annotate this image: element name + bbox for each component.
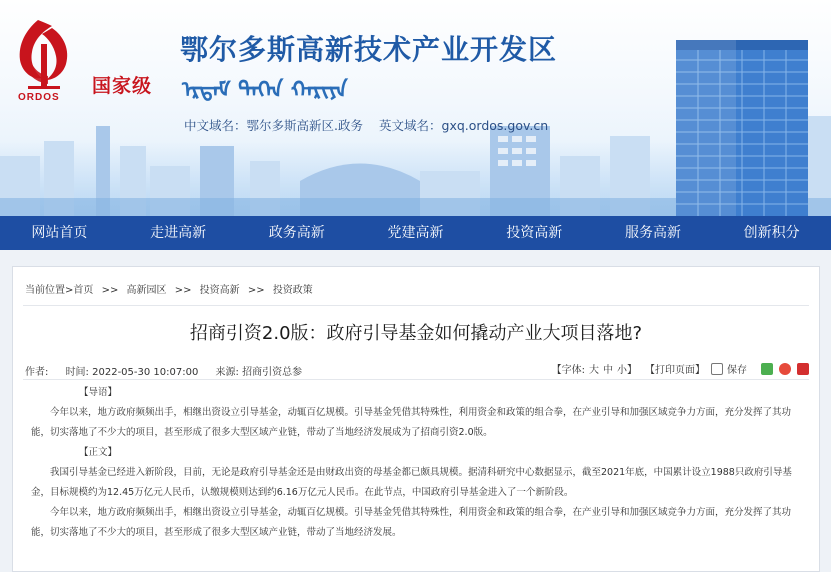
nav-item-innovation-points[interactable]: 创新积分 — [743, 225, 800, 241]
breadcrumb-separator: >> — [174, 285, 192, 296]
cn-domain-label: 中文域名： — [184, 118, 247, 133]
guide-paragraph: 今年以来，地方政府频频出手，相继出资设立引导基金，动辄百亿规模。引导基金凭借其特殊性，利用资金和政策的组合拳，在产业引导和加强区域竞争力方面，充分发挥了其功能，切实落地了不少大的项目，甚至形成了很多大型区域产业链，带动了当地经济发展成为了招商引资2.0版。 — [31, 407, 792, 438]
divider — [23, 379, 809, 380]
author-label: 作者: — [25, 367, 49, 378]
site-banner — [0, 0, 831, 216]
save-icon[interactable] — [711, 363, 723, 375]
save-button[interactable]: 保存 — [727, 365, 747, 376]
print-page-button[interactable]: 【打印页面】 — [645, 365, 705, 376]
time-label: 时间: — [65, 367, 89, 378]
cn-domain-value: 鄂尔多斯高新区.政务 — [246, 118, 363, 133]
source-label: 来源: — [215, 367, 239, 378]
guide-heading: 【导语】 — [79, 387, 118, 398]
breadcrumb — [25, 281, 313, 296]
font-size-label: 【字体: — [551, 365, 585, 376]
font-size-medium[interactable]: 中 — [603, 365, 613, 376]
site-title: 鄂尔多斯高新技术产业开发区 — [180, 33, 558, 66]
body-paragraph: 今年以来，地方政府频频出手，相继出资设立引导基金，动辄百亿规模。引导基金凭借其特殊性，利用资金和政策的组合拳，在产业引导和加强区域竞争力方面，充分发挥了其功能，切实落地了不少大的项目，甚至形成了很多大型区域产业链，带动了当地经济发展。 — [31, 507, 792, 538]
breadcrumb-item-policy[interactable]: 投资政策 — [272, 285, 313, 296]
nav-item-home[interactable]: 网站首页 — [31, 225, 88, 241]
breadcrumb-item-investment[interactable]: 投资高新 — [199, 285, 240, 296]
source-value: 招商引资总参 — [242, 367, 303, 378]
en-domain-label: 英文域名： — [379, 118, 442, 133]
breadcrumb-item-home[interactable]: 当前位置>首页 — [25, 285, 94, 296]
pdf-icon[interactable] — [797, 363, 809, 375]
weibo-icon[interactable] — [779, 363, 791, 375]
domain-info — [184, 116, 548, 134]
article-title: 招商引资2.0版：政府引导基金如何撬动产业大项目落地? — [189, 323, 643, 344]
article-body — [31, 383, 797, 543]
nav-item-about[interactable]: 走进高新 — [150, 225, 207, 241]
nav-item-investment[interactable]: 投资高新 — [506, 225, 563, 241]
font-size-large[interactable]: 大 — [589, 365, 599, 376]
en-domain-value: gxq.ordos.gov.cn — [441, 118, 549, 133]
ordos-logo — [8, 14, 80, 104]
font-size-close: 】 — [627, 365, 637, 376]
main-nav — [0, 216, 831, 250]
tower-illustration — [676, 40, 808, 216]
body-paragraph: 我国引导基金已经进入新阶段，目前，无论是政府引导基金还是由财政出资的母基金都已颇具规模。据清科研究中心数据显示，截至2021年底，中国累计设立1988只政府引导基金，目标规模约为12.45万亿元人民币，认缴规模则达到约6.16万亿元人民币。在此节点，中国政府引导基金进入了一个新阶段。 — [31, 467, 792, 498]
article-meta — [25, 363, 302, 378]
font-size-small[interactable]: 小 — [617, 365, 627, 376]
body-heading: 【正文】 — [79, 447, 118, 458]
nav-item-government[interactable]: 政务高新 — [268, 225, 325, 241]
breadcrumb-separator: >> — [101, 285, 119, 296]
breadcrumb-item-park[interactable]: 高新园区 — [126, 285, 167, 296]
nav-item-party[interactable]: 党建高新 — [387, 225, 444, 241]
logo-text: ORDOS — [18, 92, 60, 103]
time-value: 2022-05-30 10:07:00 — [92, 367, 199, 378]
nav-item-service[interactable]: 服务高新 — [624, 225, 681, 241]
mongolian-script-line: ᠡᠷᠳᠡᠮ ᠲᠡᠭᠡᠨ ᠬᠠᠷᠢᠶᠠ — [182, 77, 348, 103]
article-card — [12, 266, 820, 572]
article-tools — [552, 361, 809, 376]
wechat-icon[interactable] — [761, 363, 773, 375]
level-badge: 国家级 — [92, 75, 153, 97]
breadcrumb-separator: >> — [247, 285, 265, 296]
divider — [23, 305, 809, 306]
